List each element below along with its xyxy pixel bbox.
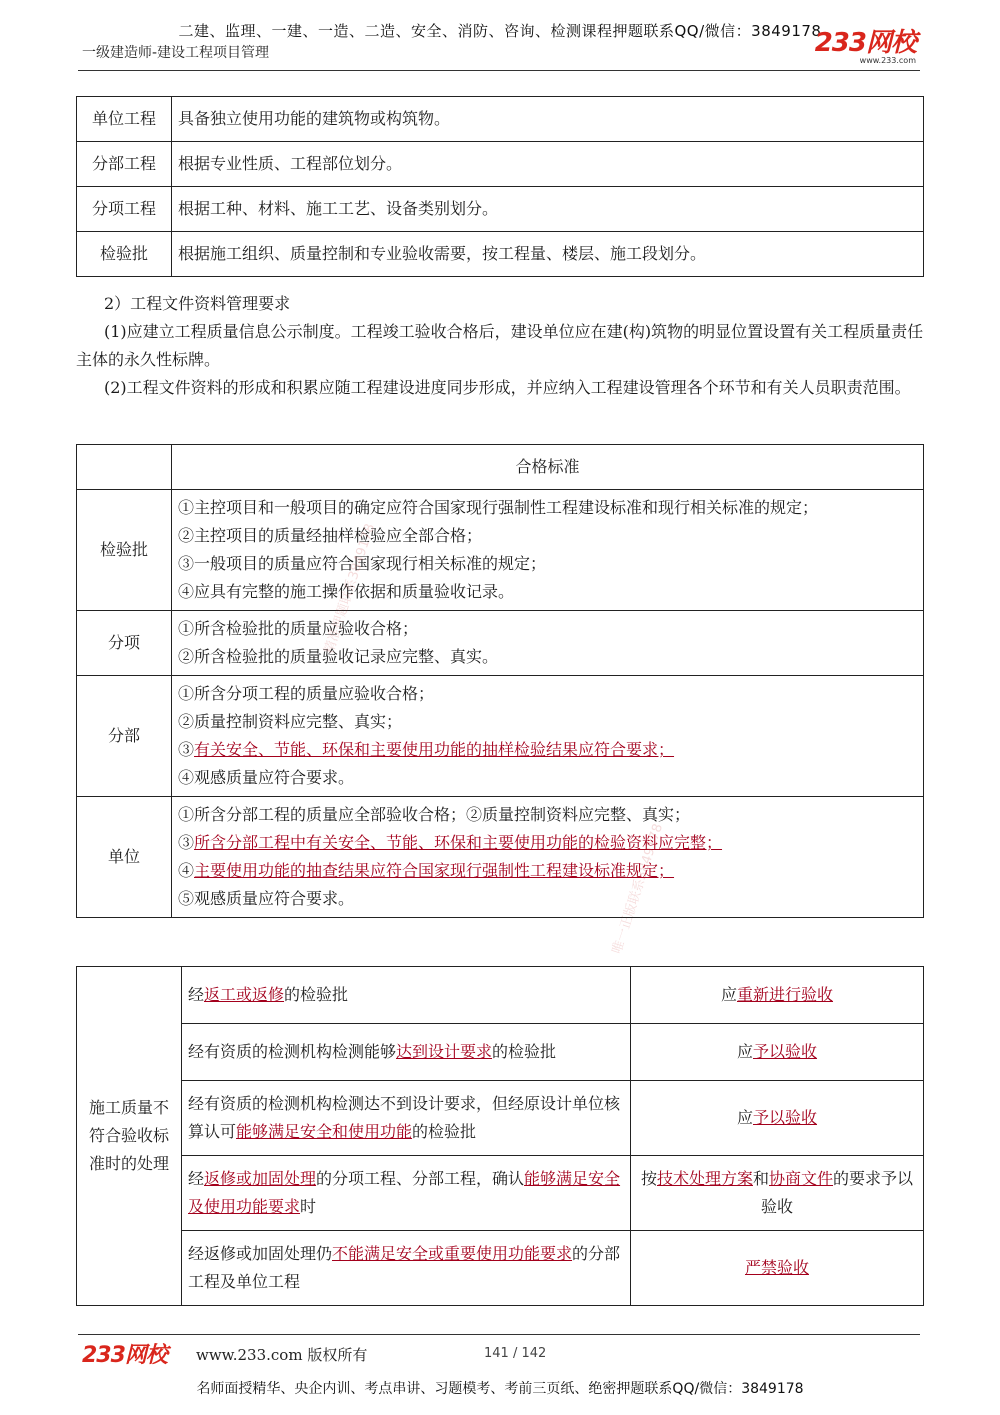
row-label: 分项 [77, 611, 172, 676]
table-row [77, 97, 924, 142]
highlighted-text: 不能满足安全或重要使用功能要求 [332, 1244, 573, 1263]
treatment-cell [631, 1231, 924, 1306]
criteria-line [178, 522, 917, 550]
condition-text: 的分项工程、分部工程，确认 [316, 1169, 525, 1188]
table-row [77, 232, 924, 277]
criteria-line [178, 494, 917, 522]
criteria-line [178, 708, 917, 736]
document-subtitle: 一级建造师-建设工程项目管理 [82, 45, 270, 61]
footer-contact-line: 名师面授精华、央企内训、考点串讲、习题模考、考前三页纸、绝密押题联系QQ/微信：3849178 [196, 1381, 804, 1397]
criteria-text: ①主控项目和一般项目的确定应符合国家现行强制性工程建设标准和现行相关标准的规定； [178, 498, 819, 517]
table-header-row [77, 445, 924, 490]
table-row [77, 797, 924, 918]
footer-logo[interactable]: 233网校 [82, 1343, 167, 1368]
condition-text: 经 [188, 1169, 205, 1188]
criteria-text: ⑤观感质量应符合要求。 [178, 889, 355, 908]
highlighted-text: 能够满足安全和使用功能 [236, 1122, 413, 1141]
condition-text: 经有资质的检测机构检测达不到设计要求，但经原设计单位核算认可 [188, 1094, 621, 1141]
condition-text: 经有资质的检测机构检测能够 [188, 1042, 397, 1061]
header-contact-line: 二建、监理、一建、一造、二造、安全、消防、咨询、检测课程押题联系QQ/微信：3849178 [178, 22, 822, 40]
table-row [77, 1024, 924, 1081]
row-description: 根据施工组织、质量控制和专业验收需要，按工程量、楼层、施工段划分。 [172, 232, 924, 277]
highlighted-text: 重新进行验收 [737, 985, 834, 1004]
table-row [77, 611, 924, 676]
brand-logo[interactable] [815, 30, 916, 65]
row-description: 根据专业性质、工程部位划分。 [172, 142, 924, 187]
criteria-line [178, 578, 917, 606]
highlighted-text: 严禁验收 [744, 1258, 809, 1277]
table-row [77, 490, 924, 611]
watermark: 精准押题联系3849178 [321, 521, 379, 656]
criteria-text: ①所含分部工程的质量应全部验收合格；②质量控制资料应完整、真实； [178, 805, 691, 824]
criteria-text: ①所含检验批的质量应验收合格； [178, 619, 419, 638]
watermark: 唯一正版联系3849178 [609, 821, 667, 956]
criteria-line [178, 857, 917, 885]
criteria-line [178, 643, 917, 671]
logo-url: www.233.com [859, 56, 916, 65]
row-description: 具备独立使用功能的建筑物或构筑物。 [172, 97, 924, 142]
highlighted-text: 达到设计要求 [396, 1042, 493, 1061]
highlighted-text: 主要使用功能的抽查结果应符合国家现行强制性工程建设标准规定； [194, 861, 675, 880]
treatment-cell [631, 1156, 924, 1231]
criteria-line [178, 615, 917, 643]
division-table [76, 96, 924, 277]
treatment-cell [631, 1081, 924, 1156]
row-label: 分部工程 [77, 142, 172, 187]
treatment-text: 应 [720, 985, 737, 1004]
highlighted-text: 返工或返修 [204, 985, 285, 1004]
page-number: 141 / 142 [484, 1346, 547, 1361]
highlighted-text: 能够满足安全及使用功能要求 [188, 1169, 621, 1216]
treatment-text: 按 [640, 1169, 657, 1188]
condition-cell [182, 1231, 631, 1306]
highlighted-text: 予以验收 [753, 1108, 818, 1127]
criteria-cell [172, 490, 924, 611]
treatment-text: 和 [752, 1169, 769, 1188]
criteria-text: ③ [178, 740, 195, 759]
treatment-cell [631, 1024, 924, 1081]
condition-text: 的检验批 [412, 1122, 477, 1141]
criteria-text: ②质量控制资料应完整、真实； [178, 712, 403, 731]
row-label: 分项工程 [77, 187, 172, 232]
criteria-text: ③ [178, 833, 195, 852]
criteria-text: ④观感质量应符合要求。 [178, 768, 355, 787]
header-empty-cell [77, 445, 172, 490]
nonconformance-table [76, 966, 924, 1306]
acceptance-standard-table [76, 444, 924, 918]
table-row [77, 142, 924, 187]
criteria-line [178, 764, 917, 792]
paragraph-1: (1)应建立工程质量信息公示制度。工程竣工验收合格后，建设单位应在建(构)筑物的明显位置设置有关工程质量责任主体的永久性标牌。 [76, 322, 924, 369]
highlighted-text: 所含分部工程中有关安全、节能、环保和主要使用功能的检验资料应完整； [194, 833, 723, 852]
footer-copyright: www.233.com 版权所有 [196, 1346, 368, 1364]
criteria-text: ④ [178, 861, 195, 880]
criteria-line [178, 680, 917, 708]
group-label: 施工质量不符合验收标准时的处理 [77, 967, 182, 1306]
section-heading: 2）工程文件资料管理要求 [104, 294, 291, 313]
condition-text: 经 [188, 985, 205, 1004]
table-row [77, 1231, 924, 1306]
row-label: 分部 [77, 676, 172, 797]
criteria-text: ②所含检验批的质量验收记录应完整、真实。 [178, 647, 499, 666]
criteria-line [178, 829, 917, 857]
criteria-cell [172, 676, 924, 797]
criteria-cell [172, 611, 924, 676]
treatment-text: 应 [736, 1108, 753, 1127]
condition-cell [182, 967, 631, 1024]
row-description: 根据工种、材料、施工工艺、设备类别划分。 [172, 187, 924, 232]
footer-divider [78, 1334, 920, 1335]
highlighted-text: 予以验收 [753, 1042, 818, 1061]
table-row [77, 187, 924, 232]
criteria-cell [172, 797, 924, 918]
criteria-line [178, 736, 917, 764]
condition-text: 经返修或加固处理仍 [188, 1244, 333, 1263]
row-label: 检验批 [77, 490, 172, 611]
condition-text: 时 [300, 1197, 317, 1216]
table-row [77, 967, 924, 1024]
treatment-cell [631, 967, 924, 1024]
logo-text: 233网校 [814, 28, 916, 58]
condition-text: 的检验批 [284, 985, 349, 1004]
condition-text: 的分部工程及单位工程 [188, 1244, 621, 1291]
treatment-text: 应 [736, 1042, 753, 1061]
table-row [77, 1156, 924, 1231]
criteria-text: ②主控项目的质量经抽样检验应全部合格； [178, 526, 483, 545]
highlighted-text: 技术处理方案 [656, 1169, 753, 1188]
criteria-text: ①所含分项工程的质量应验收合格； [178, 684, 435, 703]
criteria-line [178, 801, 917, 829]
criteria-line [178, 885, 917, 913]
table-row [77, 1081, 924, 1156]
condition-text: 的检验批 [492, 1042, 557, 1061]
highlighted-text: 协商文件 [769, 1169, 834, 1188]
paragraph-2: (2)工程文件资料的形成和积累应随工程建设进度同步形成，并应纳入工程建设管理各个环节和有关人员职责范围。 [104, 378, 911, 397]
row-label: 单位 [77, 797, 172, 918]
criteria-text: ④应具有完整的施工操作依据和质量验收记录。 [178, 582, 515, 601]
table-row [77, 676, 924, 797]
row-label: 单位工程 [77, 97, 172, 142]
header-divider [78, 70, 920, 71]
header-cell: 合格标准 [172, 445, 924, 490]
highlighted-text: 返修或加固处理 [204, 1169, 317, 1188]
condition-cell [182, 1081, 631, 1156]
criteria-text: ③一般项目的质量应符合国家现行相关标准的规定； [178, 554, 547, 573]
condition-cell [182, 1156, 631, 1231]
treatment-text: 的要求予以验收 [760, 1169, 914, 1216]
row-label: 检验批 [77, 232, 172, 277]
highlighted-text: 有关安全、节能、环保和主要使用功能的抽样检验结果应符合要求； [194, 740, 675, 759]
condition-cell [182, 1024, 631, 1081]
criteria-line [178, 550, 917, 578]
